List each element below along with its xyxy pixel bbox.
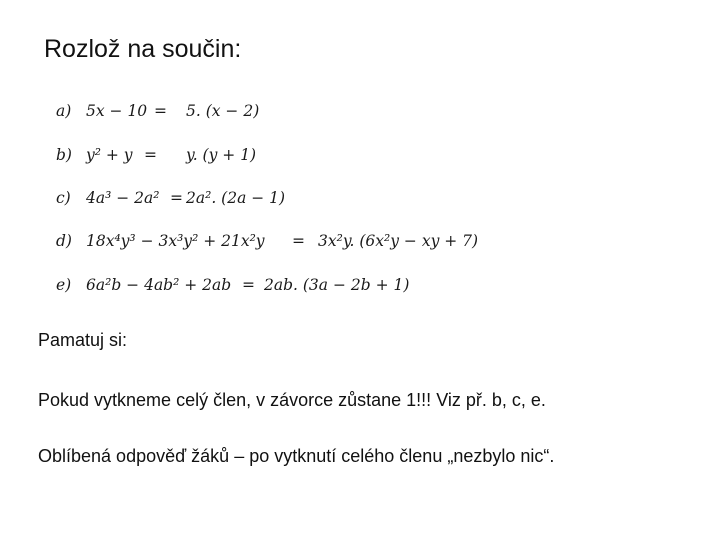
remember-heading: Pamatuj si: [38, 330, 128, 350]
exercise-expression: 6a²b − 4ab² + 2ab [86, 276, 232, 294]
exercise-expression: 4a³ − 2a² [86, 189, 160, 207]
exercise-result: 5. (x − 2) [186, 102, 260, 120]
exercise-result: 2ab. (3a − 2b + 1) [264, 276, 410, 294]
exercise-label: a) [56, 102, 72, 120]
exercise-result: 2a². (2a − 1) [186, 189, 286, 207]
exercise-expression: y² + y [86, 146, 133, 164]
exercise-result: y. (y + 1) [186, 146, 257, 164]
exercise-expression: 18x⁴y³ − 3x³y² + 21x²y [86, 232, 265, 250]
equals-sign: = [242, 276, 255, 294]
equals-sign: = [170, 189, 183, 207]
exercise-result: 3x²y. (6x²y − xy + 7) [318, 232, 479, 250]
equals-sign: = [154, 102, 167, 120]
exercise-expression: 5x − 10 [86, 102, 148, 120]
common-answer-text: Oblíbená odpověď žáků – po vytknutí celého členu „nezbylo nic“. [38, 446, 555, 466]
exercise-label: c) [56, 189, 71, 207]
equals-sign: = [292, 232, 305, 250]
exercise-label: e) [56, 276, 72, 294]
equals-sign: = [144, 146, 157, 164]
rule-text: Pokud vytkneme celý člen, v závorce zůstane 1!!! Viz př. b, c, e. [38, 390, 546, 410]
page-title: Rozlož na součin: [44, 35, 242, 63]
exercise-label: b) [56, 146, 72, 164]
exercise-label: d) [56, 232, 72, 250]
